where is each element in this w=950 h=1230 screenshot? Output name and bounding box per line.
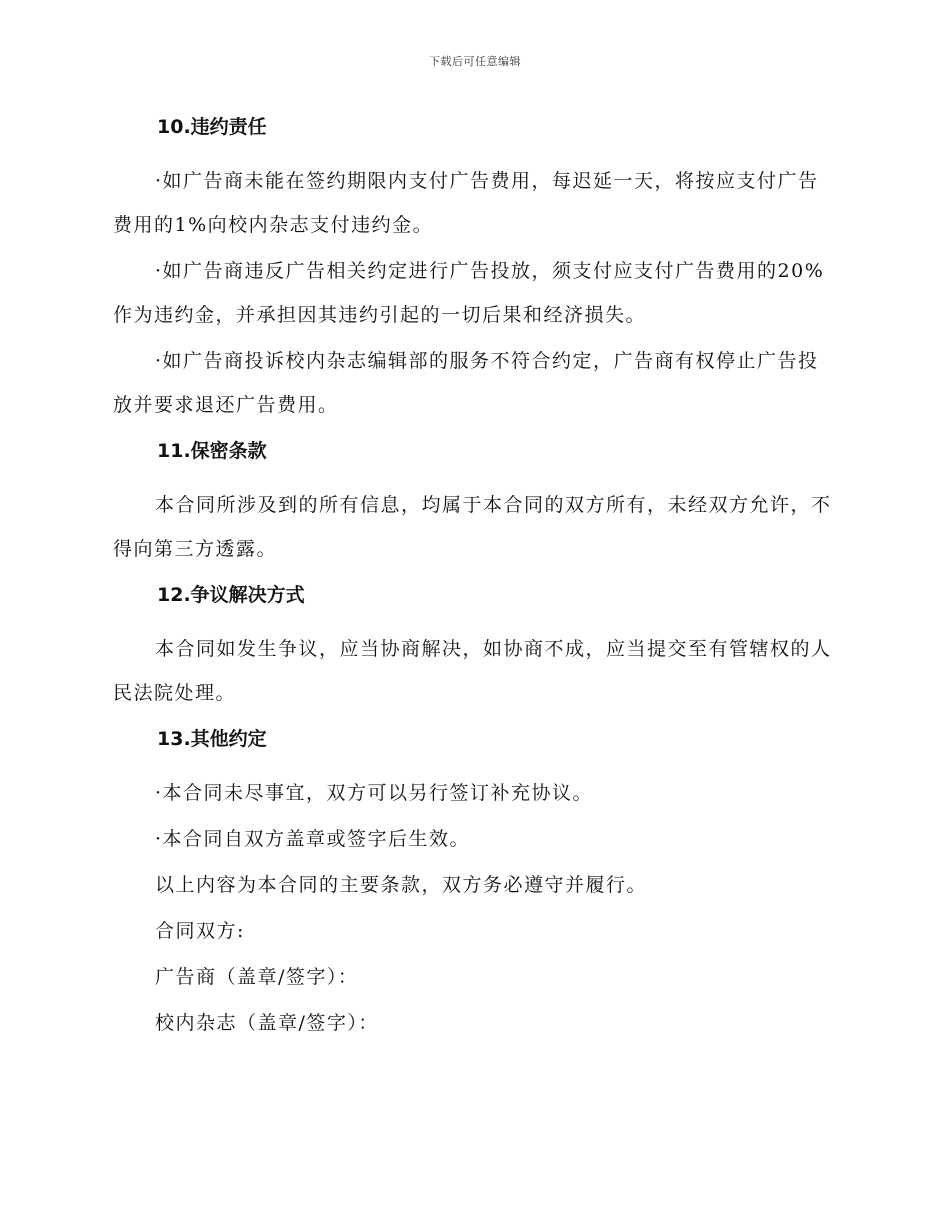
section-heading-confidentiality: 11.保密条款 [157,440,267,462]
other-clause-effective: ·本合同自双方盖章或签字后生效。 [155,828,471,850]
closing-summary: 以上内容为本合同的主要条款，双方务必遵守并履行。 [155,874,648,896]
confidentiality-clause: 本合同所涉及到的所有信息，均属于本合同的双方所有，未经双方允许，不得向第三方透露。 [113,494,832,560]
parties-label: 合同双方: [155,920,245,942]
section-heading-dispute: 12.争议解决方式 [157,584,305,606]
dispute-clause: 本合同如发生争议，应当协商解决，如协商不成，应当提交至有管辖权的人民法院处理。 [113,638,832,704]
document-body [113,111,833,1047]
breach-clause-violation: ·如广告商违反广告相关约定进行广告投放，须支付应支付广告费用的20%作为违约金，并承担因其违约引起的一切后果和经济损失。 [113,260,825,326]
section-heading-other: 13.其他约定 [157,728,267,750]
page-header: 下载后可任意编辑 [429,55,521,68]
magazine-signature-line: 校内杂志（盖章/签字）： [155,1012,379,1034]
advertiser-signature-line: 广告商（盖章/签字）： [155,966,359,988]
breach-clause-late-payment: ·如广告商未能在签约期限内支付广告费用，每迟延一天，将按应支付广告费用的1%向校内杂志支付违约金。 [113,170,819,236]
other-clause-supplement: ·本合同未尽事宜，双方可以另行签订补充协议。 [155,782,594,804]
breach-clause-complaint: ·如广告商投诉校内杂志编辑部的服务不符合约定，广告商有权停止广告投放并要求退还广告费用。 [113,350,819,416]
section-heading-breach: 10.违约责任 [157,116,267,138]
